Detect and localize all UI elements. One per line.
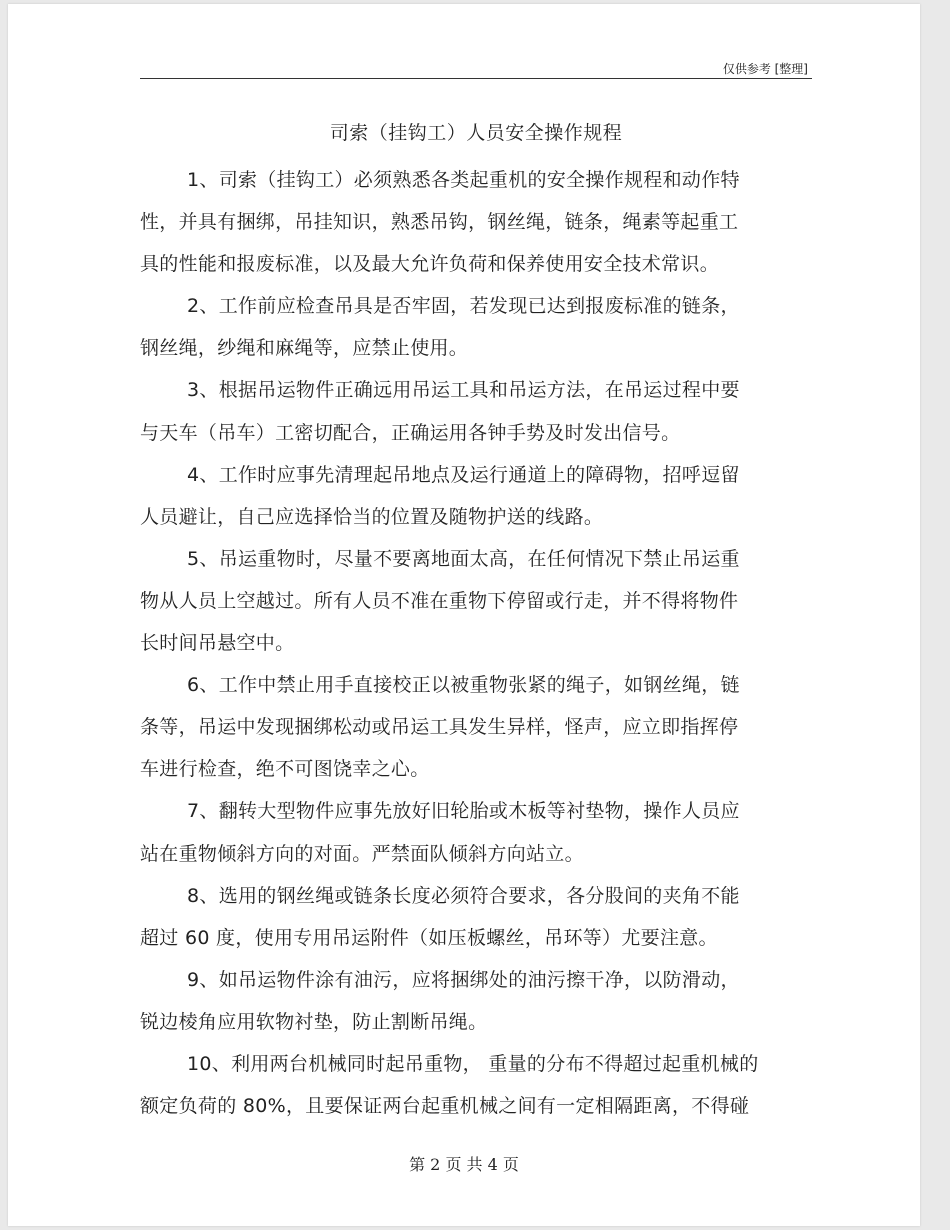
body-line: 超过 60 度，使用专用吊运附件（如压板螺丝，吊环等）尤要注意。 — [140, 926, 718, 949]
body-line: 具的性能和报废标准，以及最大允许负荷和保养使用安全技术常识。 — [140, 253, 720, 276]
body-line: 锐边棱角应用软物衬垫，防止割断吊绳。 — [140, 1010, 488, 1033]
paragraph-first-line: 6、工作中禁止用手直接校正以被重物张紧的绳子，如钢丝绳，链 — [187, 674, 740, 697]
header-note: 仅供参考 [整理] — [722, 62, 808, 76]
paragraph-first-line: 9、如吊运物件涂有油污，应将捆绑处的油污擦干净，以防滑动， — [187, 968, 740, 991]
header-divider — [140, 78, 812, 79]
body-line: 长时间吊悬空中。 — [140, 632, 295, 655]
page-number-footer: 第 2 页 共 4 页 — [409, 1155, 519, 1174]
body-line: 性，并具有捆绑，吊挂知识，熟悉吊钩，钢丝绳，链条，绳素等起重工 — [140, 211, 739, 234]
body-line: 钢丝绳，纱绳和麻绳等，应禁止使用。 — [140, 337, 469, 360]
paragraph-first-line: 3、根据吊运物件正确远用吊运工具和吊运方法，在吊运过程中要 — [187, 379, 740, 402]
paragraph-first-line: 4、工作时应事先清理起吊地点及运行通道上的障碍物，招呼逗留 — [187, 463, 740, 486]
paragraph-first-line: 5、吊运重物时，尽量不要离地面太高，在任何情况下禁止吊运重 — [187, 547, 740, 570]
document-body — [140, 159, 820, 1127]
paragraph-first-line: 7、翻转大型物件应事先放好旧轮胎或木板等衬垫物，操作人员应 — [187, 800, 740, 823]
body-line: 车进行检查，绝不可图饶幸之心。 — [140, 758, 430, 781]
document-title: 司索（挂钩工）人员安全操作规程 — [329, 122, 623, 144]
paragraph-first-line: 8、选用的钢丝绳或链条长度必须符合要求，各分股间的夹角不能 — [187, 884, 740, 907]
paragraph-first-line: 1、司索（挂钩工）必须熟悉各类起重机的安全操作规程和动作特 — [187, 169, 740, 191]
paragraph-first-line: 2、工作前应检查吊具是否牢固，若发现已达到报废标准的链条， — [187, 295, 740, 318]
body-line: 条等，吊运中发现捆绑松动或吊运工具发生异样，怪声，应立即指挥停 — [140, 716, 739, 739]
body-line: 站在重物倾斜方向的对面。严禁面队倾斜方向站立。 — [140, 842, 584, 865]
paragraph-first-line: 10、利用两台机械同时起吊重物， 重量的分布不得超过起重机械的 — [187, 1052, 759, 1075]
document-page — [8, 4, 920, 1226]
body-line: 物从人员上空越过。所有人员不准在重物下停留或行走，并不得将物件 — [140, 589, 739, 612]
body-line: 额定负荷的 80%，且要保证两台起重机械之间有一定相隔距离，不得碰 — [140, 1095, 750, 1118]
body-line: 人员避让，自己应选择恰当的位置及随物护送的线路。 — [140, 505, 604, 528]
body-line: 与天车（吊车）工密切配合，正确运用各钟手势及时发出信号。 — [140, 421, 681, 444]
